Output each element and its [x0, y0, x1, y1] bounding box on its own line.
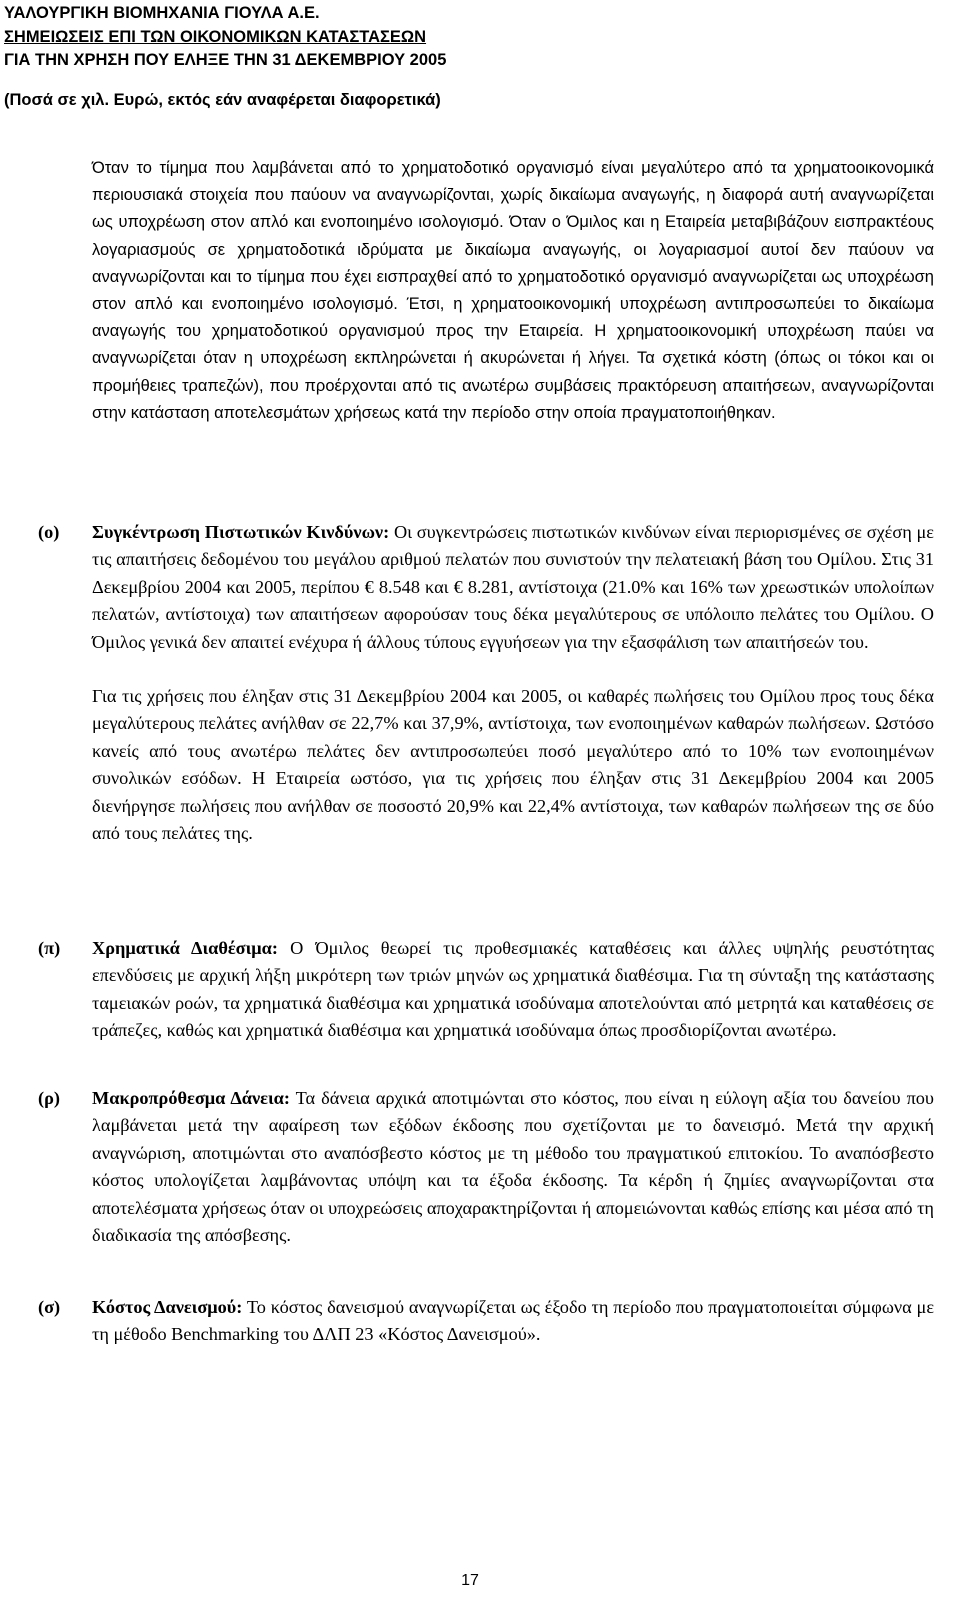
section-letter: (ρ)	[38, 1088, 60, 1108]
period-title: ΓΙΑ ΤΗΝ ΧΡΗΣΗ ΠΟΥ ΕΛΗΞΕ ΤΗΝ 31 ΔΕΚΕΜΒΡΙΟΥ 2005	[4, 51, 447, 69]
section-text: Οι συγκεντρώσεις πιστωτικών κινδύνων είναι περιορισμένες σε σχέση με τις απαιτήσεις δεδομένου του μεγάλου αριθμού πελατών που συνιστούν την πελατειακή βάση του Ομίλου. Στις 31 Δεκεμβρίου 2004 και 2005, περίπου € 8.548 και € 8.281, αντίστοιχα (21.0% και 16% των χρεωστικών υπολοίπων πελατών, αντίστοιχα) των απαιτήσεων αφορούσαν τους δέκα μεγαλύτερους σε υπόλοιπο πελάτες του Ομίλου. Ο Όμιλος γενικά δεν απαιτεί ενέχυρα ή άλλους τύπους εγγυήσεων για την εξασφάλιση των απαιτήσεών του.	[92, 522, 934, 652]
company-name: ΥΑΛΟΥΡΓΙΚΗ ΒΙΟΜΗΧΑΝΙΑ ΓΙΟΥΛΑ Α.Ε.	[4, 4, 320, 22]
section-body	[92, 1294, 934, 1349]
notes-title: ΣΗΜΕΙΩΣΕΙΣ ΕΠΙ ΤΩΝ ΟΙΚΟΝΟΜΙΚΩΝ ΚΑΤΑΣΤΑΣΕΩΝ	[4, 27, 427, 46]
section-text: Ο Όμιλος θεωρεί τις προθεσμιακές καταθέσεις και άλλες υψηλής ρευστότητας επενδύσεις με αρχική λήξη μικρότερη των τριών μηνών ως χρηματικά διαθέσιμα. Για τη σύνταξη της κατάστασης ταμειακών ροών, τα χρηματικά διαθέσιμα και χρηματικά ισοδύναμα αποτελούνται από μετρητά και καταθέσεις σε τράπεζες, καθώς και χρηματικά διαθέσιμα και χρηματικά ισοδύναμα όπως προσδιορίζονται ανωτέρω.	[92, 938, 934, 1041]
section-letter: (ο)	[38, 522, 60, 542]
amounts-note: (Ποσά σε χιλ. Ευρώ, εκτός εάν αναφέρεται διαφορετικά)	[4, 90, 441, 109]
section-body	[92, 935, 934, 1045]
section-paragraph	[92, 519, 934, 656]
section-heading: Συγκέντρωση Πιστωτικών Κινδύνων:	[92, 522, 390, 542]
section-letter: (π)	[38, 938, 61, 958]
section-paragraph-2: Για τις χρήσεις που έληξαν στις 31 Δεκεμβρίου 2004 και 2005, οι καθαρές πωλήσεις του Ομίλου προς τους δέκα μεγαλύτερους πελάτες ανήλθαν σε 22,7% και 37,9%, αντίστοιχα, των ενοποιημένων καθαρών πωλήσεων. Ωστόσο κανείς από τους ανωτέρω πελάτες δεν αντιπροσωπεύει ποσό μεγαλύτερο από το 10% των ενοποιημένων συνολικών εσόδων. Η Εταιρεία ωστόσο, για τις χρήσεις που έληξαν στις 31 Δεκεμβρίου 2004 και 2005 διενήργησε πωλήσεις που ανήλθαν σε ποσοστό 20,9% και 22,4% αντίστοιχα, των καθαρών πωλήσεων της σε δύο από τους πελάτες της.	[92, 686, 934, 844]
section-body	[92, 519, 934, 847]
section-text: Τα δάνεια αρχικά αποτιμώνται στο κόστος, που είναι η εύλογη αξία του δανείου που λαμβάνεται μετά την αφαίρεση των εξόδων έκδοσης που σχετίζονται με το δανεισμό. Μετά την αρχική αναγνώριση, αποτιμώνται στο αναπόσβεστο κόστος με τη μέθοδο του πραγματικού επιτοκίου. Το αναπόσβεστο κόστος υπολογίζεται λαμβάνοντας υπόψη και τα έξοδα έκδοσης. Τα κέρδη ή ζημίες αναγνωρίζονται στα αποτελέσματα χρήσεως όταν οι υποχρεώσεις αποχαρακτηρίζονται ή απομειώνονται καθώς επίσης και μέσα από τη διαδικασία της απόσβεσης.	[92, 1088, 934, 1246]
section-body	[92, 1085, 934, 1249]
section-text: Το κόστος δανεισμού αναγνωρίζεται ως έξοδο τη περίοδο που πραγματοποιείται σύμφωνα με τη μέθοδο Benchmarking του ΔΛΠ 23 «Κόστος Δανεισμού».	[92, 1297, 934, 1345]
document-header	[4, 2, 944, 112]
section-letter: (σ)	[38, 1297, 61, 1317]
section-heading: Χρηματικά Διαθέσιμα:	[92, 938, 278, 958]
section-heading: Κόστος Δανεισμού:	[92, 1297, 243, 1317]
intro-paragraph: Όταν το τίμημα που λαμβάνεται από το χρηματοδοτικό οργανισμό είναι μεγαλύτερο από τα χρηματοοικονομικά περιουσιακά στοιχεία που παύουν να αναγνωρίζονται, χωρίς δικαίωμα αναγωγής, η διαφορά αυτή αναγνωρίζεται ως υποχρέωση στον απλό και ενοποιημένο ισολογισμό. Όταν ο Όμιλος και η Εταιρεία μεταβιβάζουν εισπρακτέους λογαριασμούς σε χρηματοδοτικά ιδρύματα με δικαίωμα αναγωγής, οι λογαριασμοί αυτοί δεν παύουν να αναγνωρίζονται και το τίμημα που έχει εισπραχθεί από το χρηματοδοτικό οργανισμό αναγνωρίζεται ως υποχρέωση στον απλό και ενοποιημένο ισολογισμό. Έτσι, η χρηματοοικονομική υποχρέωση αντιπροσωπεύει το δικαίωμα αναγωγής του χρηματοδοτικού οργανισμού προς την Εταιρεία. Η χρηματοοικονομική υποχρέωση παύει να αναγνωρίζεται όταν η υποχρέωση εκπληρώνεται ή ακυρώνεται ή λήγει. Τα σχετικά κόστη (όπως οι τόκοι και οι προμήθειες τραπεζών), που προέρχονται από τις ανωτέρω συμβάσεις πρακτόρευση απαιτήσεων, αναγνωρίζονται στην κατάσταση αποτελεσμάτων χρήσεως κατά την περίοδο στην οποία πραγματοποιήθηκαν.	[92, 159, 934, 422]
section-heading: Μακροπρόθεσμα Δάνεια:	[92, 1088, 290, 1108]
page-number: 17	[461, 1572, 479, 1589]
